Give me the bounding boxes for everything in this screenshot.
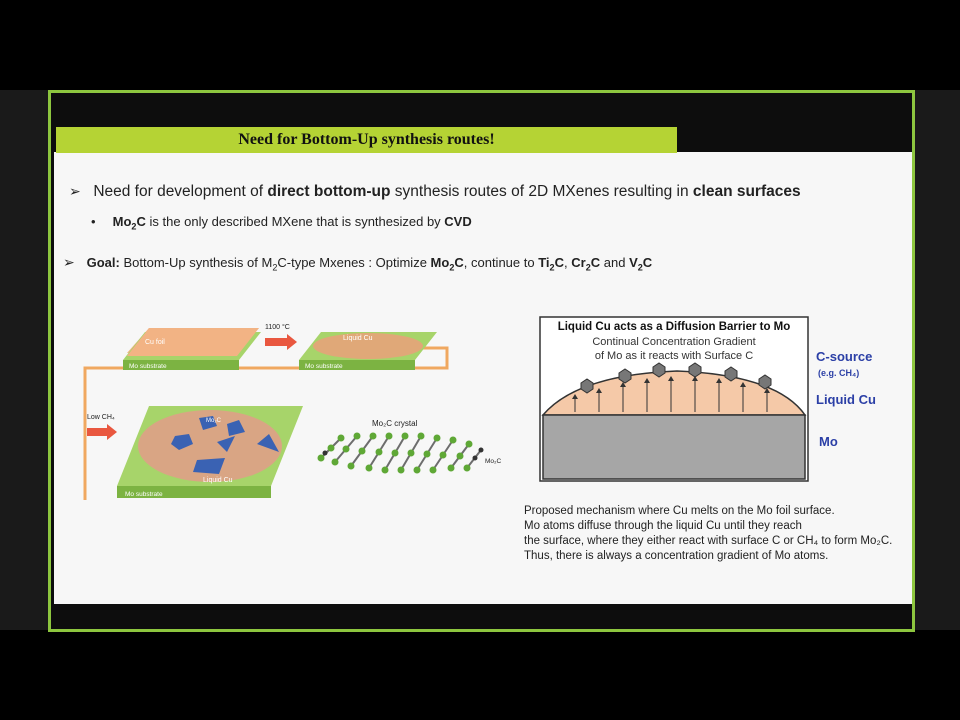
slide-frame — [48, 90, 915, 632]
heat-arrow-icon — [265, 334, 297, 350]
diagram-subtitle-2: of Mo as it reacts with Surface C — [594, 350, 754, 362]
caption-line: Mo atoms diffuse through the liquid Cu until they reach — [524, 520, 802, 532]
step3-mo2c-growth — [117, 406, 303, 498]
arrow-bullet-icon: ➢ — [69, 183, 81, 199]
mo-substrate-label-2: Mo substrate — [305, 363, 343, 370]
mo2c-flake-label: Mo₂C — [206, 418, 221, 424]
c-source-label: C-source — [816, 349, 873, 364]
step1-cu-foil — [123, 328, 261, 370]
diagram-subtitle-1: Continual Concentration Gradient — [592, 336, 756, 348]
cu-foil-label: Cu foil — [145, 339, 165, 346]
bullet-mo2c-cvd: • $Mo_2C$ is the only described MXene that is synthesized by CVD — [91, 214, 472, 232]
c-source-example: (e.g. CH₄) — [818, 368, 860, 378]
bullet-need-development: ➢ Need for development of direct bottom-up synthesis routes of 2D MXenes resulting in clean surfaces — [69, 183, 801, 200]
slide-title: Need for Bottom-Up synthesis routes! — [238, 131, 495, 148]
mo-substrate-label-3: Mo substrate — [125, 491, 163, 498]
diagram-title: Liquid Cu acts as a Diffusion Barrier to Mo — [557, 321, 791, 333]
ch4-arrow-icon — [87, 424, 117, 440]
step2-liquid-cu — [299, 332, 437, 370]
mo-substrate-block — [543, 415, 805, 479]
caption-line: the surface, where they either react with surface C or CH₄ to form Mo₂C. — [524, 535, 893, 547]
mechanism-caption — [524, 504, 892, 564]
mo-side-label: Mo — [819, 434, 838, 449]
mo2c-atom-label: Mo₂C — [485, 458, 502, 465]
mo2c-crystal-structure — [318, 419, 502, 474]
temperature-label: 1100 °C — [265, 324, 290, 331]
dot-bullet-icon: • — [91, 214, 96, 229]
title-bar — [56, 127, 677, 153]
mo-substrate-label: Mo substrate — [129, 363, 167, 370]
bullet-goal: ➢ Goal: Bottom-Up synthesis of $M_2C$-type Mxenes : Optimize $Mo_2C$, continue to $Ti_2C$, $Cr_2C$ and $V_2C$ — [63, 254, 653, 273]
low-ch4-label: Low CH₄ — [87, 414, 115, 421]
liquid-cu-label: Liquid Cu — [343, 335, 373, 342]
liquid-cu-side-label: Liquid Cu — [816, 392, 876, 407]
cvd-process-diagram — [79, 318, 502, 503]
arrow-bullet-icon: ➢ — [63, 254, 75, 270]
diffusion-mechanism-diagram — [537, 315, 907, 485]
caption-line: Thus, there is always a concentration gradient of Mo atoms. — [524, 550, 829, 562]
caption-line: Proposed mechanism where Cu melts on the Mo foil surface. — [524, 505, 835, 517]
mo2c-crystal-label: Mo₂C crystal — [372, 419, 418, 428]
liquid-cu-label-2: Liquid Cu — [203, 477, 233, 484]
